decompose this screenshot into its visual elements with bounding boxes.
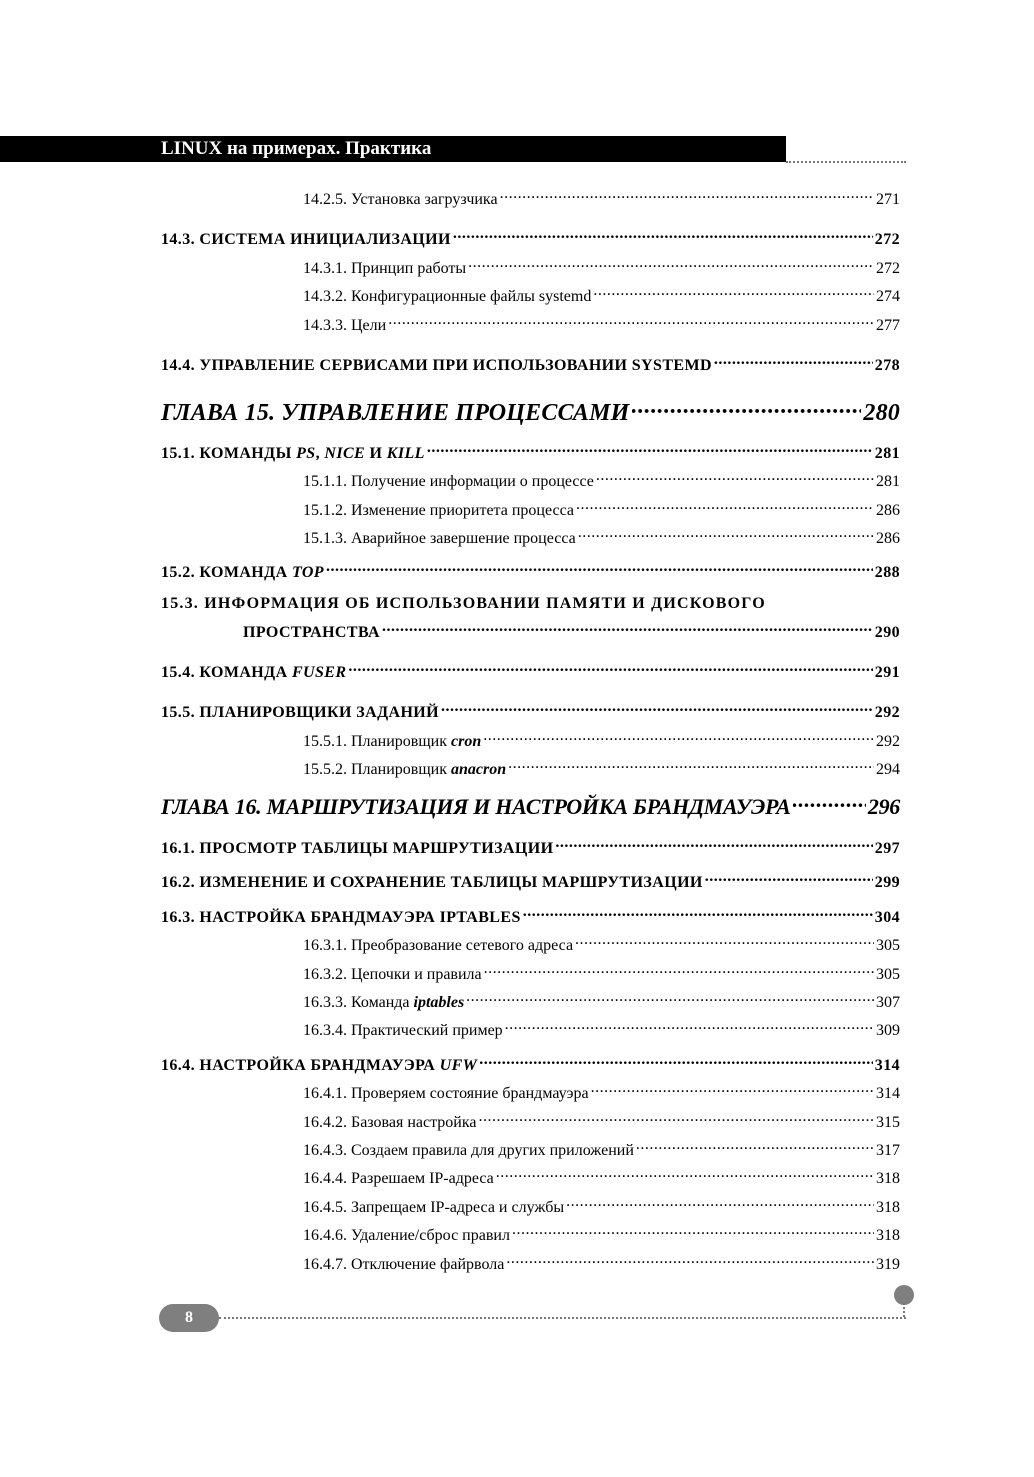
toc-section-16-4[interactable]: 16.4. НАСТРОЙКА БРАНДМАУЭРА UFW ..... 314 xyxy=(161,1052,900,1076)
toc-section-15-3-line1[interactable]: 15.3. ИНФОРМАЦИЯ ОБ ИСПОЛЬЗОВАНИИ ПАМЯТИ И ДИСКОВОГО xyxy=(161,595,766,612)
toc-section-15-5[interactable]: 15.5. ПЛАНИРОВЩИКИ ЗАДАНИЙ ..... 292 xyxy=(161,699,900,723)
toc-section-15-1[interactable]: 15.1. КОМАНДЫ PS, NICE И KILL ..... 281 xyxy=(161,440,900,464)
toc-entry-16-4-3[interactable]: 16.4.3. Создаем правила для других приложений ..... 317 xyxy=(303,1137,900,1161)
toc-section-14-3[interactable]: 14.3. СИСТЕМА ИНИЦИАЛИЗАЦИИ ..... 272 xyxy=(161,226,900,250)
toc-entry-16-4-2[interactable]: 16.4.2. Базовая настройка ..... 315 xyxy=(303,1109,900,1133)
toc-entry-15-1-1[interactable]: 15.1.1. Получение информации о процессе ..... 281 xyxy=(303,468,900,492)
toc-section-15-4[interactable]: 15.4. КОМАНДА FUSER ..... 291 xyxy=(161,659,900,683)
toc-entry-14-3-3[interactable]: 14.3.3. Цели ..... 277 xyxy=(303,312,900,336)
toc-entry-15-5-2[interactable]: 15.5.2. Планировщик anacron ..... 294 xyxy=(303,756,900,780)
footer-dotted-rule xyxy=(219,1317,906,1319)
toc-entry-14-2-5[interactable]: 14.2.5. Установка загрузчика ..... 271 xyxy=(303,186,900,210)
toc-entry-15-5-1[interactable]: 15.5.1. Планировщик cron ..... 292 xyxy=(303,728,900,752)
toc-entry-16-3-1[interactable]: 16.3.1. Преобразование сетевого адреса ..... 305 xyxy=(303,932,900,956)
toc-entry-16-3-4[interactable]: 16.3.4. Практический пример ..... 309 xyxy=(303,1017,900,1041)
toc-entry-14-3-2[interactable]: 14.3.2. Конфигурационные файлы systemd ..... 274 xyxy=(303,283,900,307)
toc-entry-16-4-6[interactable]: 16.4.6. Удаление/сброс правил ..... 318 xyxy=(303,1222,900,1246)
footer-dotted-tick xyxy=(903,1303,905,1317)
toc-entry-16-4-7[interactable]: 16.4.7. Отключение файрвола ..... 319 xyxy=(303,1251,900,1275)
footer-circle-marker xyxy=(894,1285,914,1305)
toc-entry-16-4-5[interactable]: 16.4.5. Запрещаем IP-адреса и службы ..... 318 xyxy=(303,1194,900,1218)
toc-section-14-4[interactable]: 14.4. УПРАВЛЕНИЕ СЕРВИСАМИ ПРИ ИСПОЛЬЗОВАНИИ SYSTEMD ..... 278 xyxy=(161,352,900,376)
running-header-title: LINUX на примерах. Практика xyxy=(161,138,432,159)
toc-entry-15-1-2[interactable]: 15.1.2. Изменение приоритета процесса ..... 286 xyxy=(303,497,900,521)
toc-section-15-3[interactable]: ПРОСТРАНСТВА ..... 290 xyxy=(243,619,900,643)
toc-chapter-15[interactable]: ГЛАВА 15. УПРАВЛЕНИЕ ПРОЦЕССАМИ ..... 280 xyxy=(161,394,900,427)
toc-chapter-16[interactable]: ГЛАВА 16. МАРШРУТИЗАЦИЯ И НАСТРОЙКА БРАНДМАУЭРА ..... 296 xyxy=(161,790,900,821)
toc-section-15-2[interactable]: 15.2. КОМАНДА TOP ..... 288 xyxy=(161,559,900,583)
toc-entry-16-3-2[interactable]: 16.3.2. Цепочки и правила ..... 305 xyxy=(303,961,900,985)
toc-entry-16-4-1[interactable]: 16.4.1. Проверяем состояние брандмауэра ..... 314 xyxy=(303,1080,900,1104)
toc-section-16-2[interactable]: 16.2. ИЗМЕНЕНИЕ И СОХРАНЕНИЕ ТАБЛИЦЫ МАРШРУТИЗАЦИИ ..... 299 xyxy=(161,869,900,893)
toc-entry-16-3-3[interactable]: 16.3.3. Команда iptables ..... 307 xyxy=(303,989,900,1013)
toc-section-16-3[interactable]: 16.3. НАСТРОЙКА БРАНДМАУЭРА IPTABLES ..... 304 xyxy=(161,904,900,928)
page-number-badge: 8 xyxy=(159,1304,219,1332)
toc-section-16-1[interactable]: 16.1. ПРОСМОТР ТАБЛИЦЫ МАРШРУТИЗАЦИИ ..... 297 xyxy=(161,835,900,859)
toc-entry-15-1-3[interactable]: 15.1.3. Аварийное завершение процесса ..... 286 xyxy=(303,525,900,549)
toc-entry-16-4-4[interactable]: 16.4.4. Разрешаем IP-адреса ..... 318 xyxy=(303,1165,900,1189)
toc-entry-14-3-1[interactable]: 14.3.1. Принцип работы ..... 272 xyxy=(303,255,900,279)
